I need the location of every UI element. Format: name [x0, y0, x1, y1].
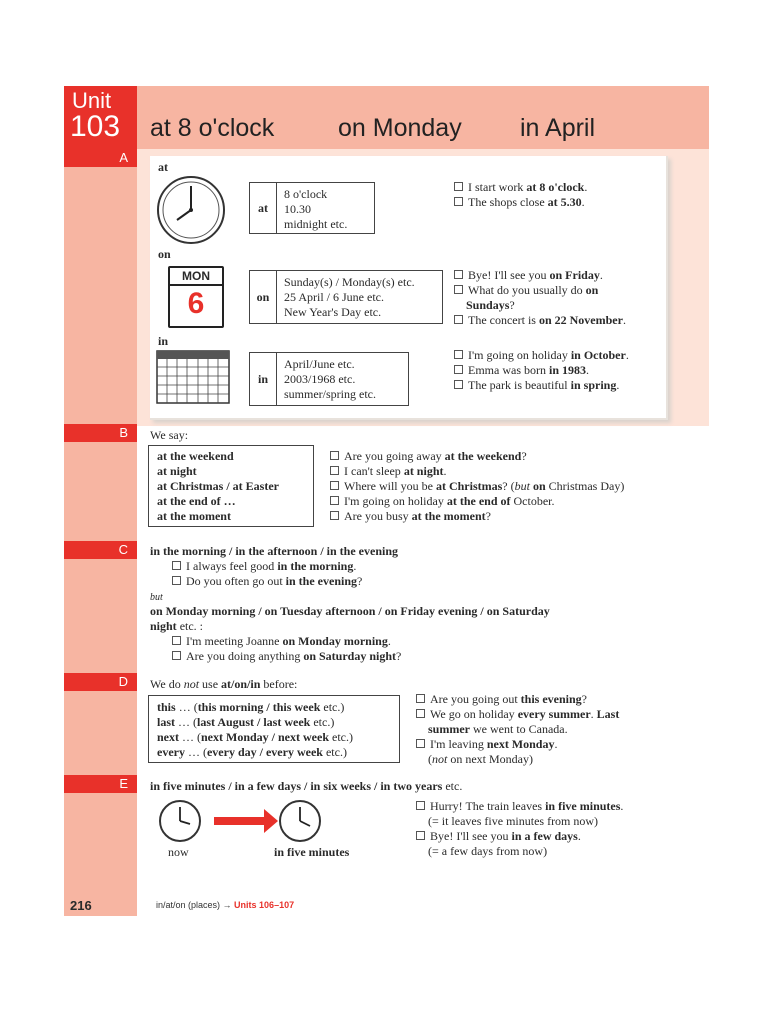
red-arrow-icon	[214, 809, 278, 833]
checkbox-bullet-icon	[416, 739, 425, 748]
text-run: .	[581, 195, 585, 209]
text-run: next Monday / next week	[201, 730, 329, 744]
section-letter: B	[119, 425, 128, 440]
checkbox-bullet-icon	[416, 831, 425, 840]
text-run: Emma was born	[468, 363, 549, 377]
section-b-intro: We say:	[150, 428, 189, 442]
text-run: on	[532, 479, 546, 493]
checkbox-bullet-icon	[330, 496, 339, 505]
calendar-month: MON	[170, 268, 222, 286]
checkbox-bullet-icon	[172, 561, 181, 570]
section-b-marker	[64, 424, 137, 442]
text-run: Hurry! The train leaves	[430, 799, 546, 813]
text-run: … (	[175, 715, 197, 729]
text-run: last August / last week	[197, 715, 311, 729]
text-run: but	[514, 479, 530, 493]
example-sentence	[330, 494, 624, 509]
example-sentence	[454, 378, 629, 393]
text-run: Last	[596, 707, 620, 721]
text-run: at night	[403, 464, 444, 478]
label-in-five-minutes: in five minutes	[274, 845, 350, 859]
section-letter: A	[119, 150, 128, 165]
cross-reference-link[interactable]: Units 106–107	[234, 900, 295, 910]
text-run: Are you going away	[344, 449, 445, 463]
example-sentence	[416, 737, 619, 752]
text-run: The park is beautiful	[468, 378, 571, 392]
section-c-examples-1	[172, 559, 362, 589]
expression: at Christmas / at Easter	[157, 479, 279, 493]
prep-word: at	[250, 183, 277, 233]
label-on: on	[158, 247, 171, 261]
text-run: at the moment	[411, 509, 486, 523]
text-run: etc.)	[329, 730, 353, 744]
section-letter: E	[119, 776, 128, 791]
text-run: .	[586, 363, 589, 377]
example-sentence	[416, 799, 623, 814]
prep-line: April/June etc.	[284, 357, 355, 371]
checkbox-bullet-icon	[454, 350, 463, 359]
example-sentence	[454, 363, 629, 378]
text-run: Are you busy	[344, 509, 412, 523]
examples-in	[454, 348, 629, 393]
title-part-2: on Monday	[338, 114, 462, 142]
example-sentence	[416, 829, 623, 844]
text-run: .	[577, 829, 581, 843]
heading-bold: in five minutes / in a few days / in six weeks / in two years	[150, 779, 443, 793]
text-run: .	[625, 348, 629, 362]
text-run: on next Monday)	[447, 752, 533, 766]
clock-icon	[280, 801, 320, 841]
text-run: Bye! I'll see you	[430, 829, 512, 843]
section-d-intro	[150, 677, 297, 692]
text-run: not	[183, 677, 200, 691]
prep-line: summer/spring etc.	[284, 387, 376, 401]
text-run: … (	[179, 730, 201, 744]
text-run: in five minutes	[545, 799, 621, 813]
text-run: in the evening	[285, 574, 357, 588]
text-run: last	[157, 715, 175, 729]
text-run: Are you doing anything	[186, 649, 304, 663]
expression: at the weekend	[157, 449, 234, 463]
checkbox-bullet-icon	[172, 576, 181, 585]
text-run: not	[432, 752, 448, 766]
section-e-heading	[150, 779, 462, 794]
text-run: (	[428, 752, 432, 766]
text-run: (= a few days from now)	[428, 844, 548, 858]
cross-reference-text: in/at/on (places) →	[156, 900, 235, 910]
section-d-box	[148, 695, 400, 763]
section-letter: C	[118, 542, 128, 557]
text-run: at 5.30	[547, 195, 582, 209]
unit-number: 103	[70, 110, 121, 143]
text-run: every day / every week	[206, 745, 323, 759]
section-d-examples	[416, 692, 619, 767]
prep-box-at	[249, 182, 375, 234]
example-sentence	[454, 298, 626, 313]
label-in: in	[158, 334, 169, 348]
text-run: this morning / this week	[197, 700, 321, 714]
text-run: in the morning	[277, 559, 354, 573]
prep-line: New Year's Day etc.	[284, 305, 382, 319]
text-run: in a few days	[511, 829, 578, 843]
text-run: at Christmas	[435, 479, 503, 493]
prep-word: in	[250, 353, 277, 405]
time-passing-illustration	[158, 798, 338, 844]
text-run: .	[590, 707, 597, 721]
text-run: at the end of	[446, 494, 511, 508]
text-run: I always feel good	[186, 559, 278, 573]
text-run: next Monday	[486, 737, 555, 751]
text-run: ?	[581, 692, 587, 706]
text-run: on	[585, 283, 599, 297]
prep-box-in	[249, 352, 409, 406]
checkbox-bullet-icon	[330, 511, 339, 520]
example-sentence	[454, 268, 626, 283]
example-sentence	[416, 707, 619, 722]
text-run: before:	[260, 677, 298, 691]
unit-label: Unit	[72, 88, 112, 113]
text-run: .	[620, 799, 624, 813]
example-sentence	[172, 649, 401, 664]
text-run: I can't sleep	[344, 464, 404, 478]
text-run: I'm going on holiday	[344, 494, 447, 508]
example-sentence	[416, 722, 619, 737]
text-run: ? (	[502, 479, 515, 493]
text-run: .	[443, 464, 447, 478]
section-c-heading-2: on Monday morning / on Tuesday afternoon / on Friday evening / on Saturday	[150, 604, 550, 618]
bold-word: night	[150, 619, 177, 633]
text-run: on 22 November	[538, 313, 623, 327]
checkbox-bullet-icon	[454, 197, 463, 206]
text-run: (= it leaves five minutes from now)	[428, 814, 599, 828]
examples-at	[454, 180, 587, 210]
section-c-marker	[64, 541, 137, 559]
example-sentence	[330, 479, 624, 494]
prep-box-on	[249, 270, 443, 324]
text-run: The concert is	[468, 313, 539, 327]
expression: at night	[157, 464, 197, 478]
example-sentence	[330, 509, 624, 524]
but-label: but	[150, 592, 163, 603]
text-run: on Monday morning	[282, 634, 388, 648]
example-sentence	[454, 348, 629, 363]
prep-line: 10.30	[284, 202, 311, 216]
checkbox-bullet-icon	[454, 270, 463, 279]
prep-word: on	[250, 271, 277, 323]
text-run: use	[199, 677, 222, 691]
clock-icon	[160, 801, 200, 841]
cross-reference	[156, 900, 294, 910]
example-sentence	[454, 313, 626, 328]
section-c-heading-2-cont	[150, 619, 203, 634]
text-run: at 8 o'clock	[526, 180, 585, 194]
checkbox-bullet-icon	[172, 636, 181, 645]
text-run: I'm going on holiday	[468, 348, 571, 362]
text-run: I start work	[468, 180, 527, 194]
text-run: in October	[570, 348, 626, 362]
text-run: Christmas Day)	[545, 479, 625, 493]
month-calendar-icon	[156, 350, 230, 404]
title-part-3: in April	[520, 114, 596, 142]
example-sentence	[416, 814, 623, 829]
checkbox-bullet-icon	[330, 466, 339, 475]
text-run: .	[387, 634, 391, 648]
text-run: next	[157, 730, 179, 744]
prep-line: midnight etc.	[284, 217, 348, 231]
text-run: Bye! I'll see you	[468, 268, 550, 282]
example-sentence	[454, 180, 587, 195]
text-run: … (	[175, 700, 198, 714]
prep-line: Sunday(s) / Monday(s) etc.	[284, 275, 415, 289]
section-c-heading: in the morning / in the afternoon / in the evening	[150, 544, 399, 558]
checkbox-bullet-icon	[454, 182, 463, 191]
text-run: .	[622, 313, 626, 327]
example-sentence	[172, 634, 401, 649]
calendar-day: 6	[187, 287, 205, 320]
text-run: … (	[184, 745, 207, 759]
example-sentence	[172, 574, 362, 589]
expression	[157, 700, 399, 715]
text-run: ?	[521, 449, 527, 463]
text-run: in spring	[570, 378, 617, 392]
text-run: ?	[357, 574, 363, 588]
checkbox-bullet-icon	[454, 380, 463, 389]
checkbox-bullet-icon	[330, 451, 339, 460]
etc-text: etc. :	[176, 619, 204, 633]
text-run: What do you usually do	[468, 283, 586, 297]
section-e-examples	[416, 799, 623, 859]
text-run: The shops close	[468, 195, 548, 209]
prep-line: 8 o'clock	[284, 187, 328, 201]
checkbox-bullet-icon	[416, 709, 425, 718]
text-run: I'm leaving	[430, 737, 487, 751]
etc-text: etc.	[442, 779, 463, 793]
example-sentence	[416, 752, 619, 767]
example-sentence	[416, 844, 623, 859]
section-b-box	[148, 445, 314, 527]
section-c-examples-2	[172, 634, 401, 664]
checkbox-bullet-icon	[454, 285, 463, 294]
checkbox-bullet-icon	[172, 651, 181, 660]
text-run: ?	[509, 298, 515, 312]
example-sentence	[172, 559, 362, 574]
text-run: October.	[510, 494, 555, 508]
text-run: ?	[485, 509, 491, 523]
text-run: etc.)	[322, 745, 347, 759]
text-run: every	[157, 745, 185, 759]
prep-line: 25 April / 6 June etc.	[284, 290, 384, 304]
text-run: on Friday	[549, 268, 600, 282]
example-sentence	[454, 283, 626, 298]
text-run: this evening	[520, 692, 582, 706]
text-run: we went to Canada.	[470, 722, 568, 736]
example-sentence	[330, 464, 624, 479]
checkbox-bullet-icon	[454, 315, 463, 324]
checkbox-bullet-icon	[416, 694, 425, 703]
examples-on	[454, 268, 626, 328]
text-run: etc.)	[310, 715, 335, 729]
text-run: Are you going out	[430, 692, 521, 706]
example-sentence	[330, 449, 624, 464]
text-run: at the weekend	[444, 449, 522, 463]
checkbox-bullet-icon	[330, 481, 339, 490]
text-run: We do	[150, 677, 184, 691]
text-run: on Saturday night	[303, 649, 397, 663]
expression: at the end of …	[157, 494, 236, 508]
page-number: 216	[70, 898, 92, 913]
text-run: .	[599, 268, 603, 282]
text-run: Where will you be	[344, 479, 436, 493]
text-run: .	[616, 378, 620, 392]
title-part-1: at 8 o'clock	[150, 114, 275, 142]
section-letter: D	[118, 674, 128, 689]
label-now: now	[168, 845, 189, 859]
text-run: ?	[396, 649, 402, 663]
text-run: every summer	[517, 707, 591, 721]
section-b-examples	[330, 449, 624, 524]
section-d-marker	[64, 673, 137, 691]
text-run: .	[584, 180, 588, 194]
section-a-marker	[64, 149, 137, 167]
text-run: Sundays	[466, 298, 510, 312]
expression: at the moment	[157, 509, 231, 523]
clock-icon	[155, 174, 227, 246]
text-run: I'm meeting Joanne	[186, 634, 283, 648]
label-at: at	[158, 160, 168, 174]
prep-line: 2003/1968 etc.	[284, 372, 356, 386]
calendar-page-icon	[168, 266, 224, 328]
text-run: in 1983	[548, 363, 586, 377]
example-sentence	[416, 692, 619, 707]
text-run: Do you often go out	[186, 574, 286, 588]
expression	[157, 730, 399, 745]
expression	[157, 715, 399, 730]
text-run: summer	[428, 722, 470, 736]
section-e-marker	[64, 775, 137, 793]
example-sentence	[454, 195, 587, 210]
text-run: We go on holiday	[430, 707, 518, 721]
text-run: .	[353, 559, 357, 573]
checkbox-bullet-icon	[454, 365, 463, 374]
expression	[157, 745, 399, 760]
text-run: at/on/in	[221, 677, 261, 691]
checkbox-bullet-icon	[416, 801, 425, 810]
text-run: .	[554, 737, 558, 751]
text-run: etc.)	[320, 700, 345, 714]
text-run: this	[157, 700, 176, 714]
